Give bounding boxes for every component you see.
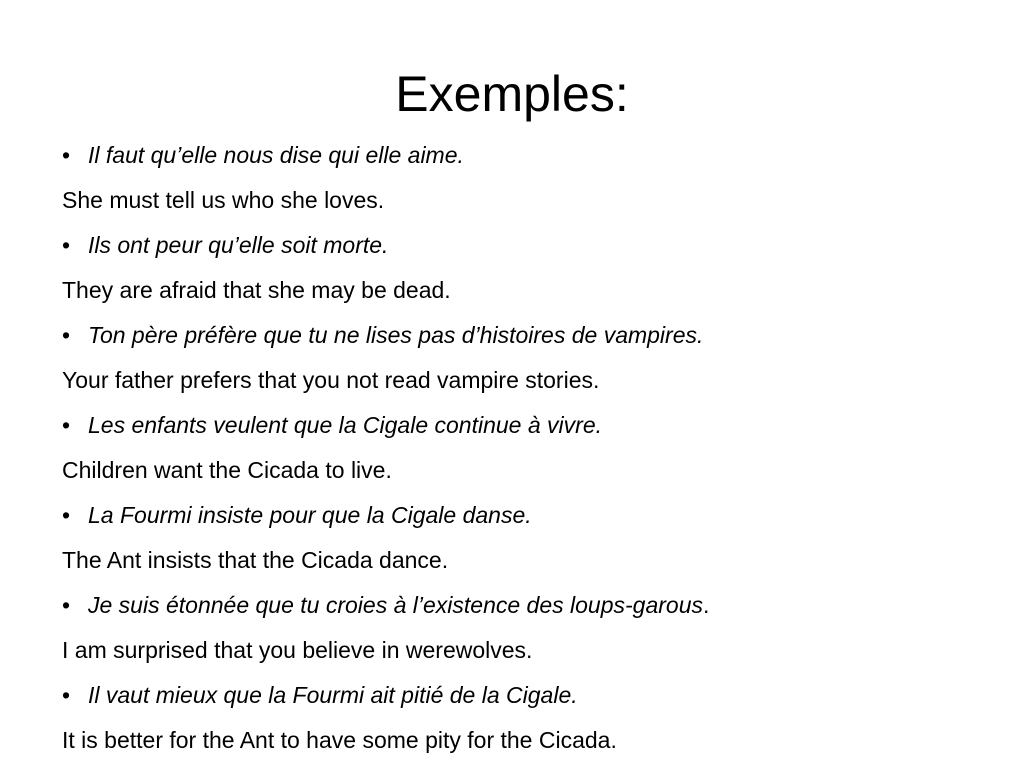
french-sentence: Ils ont peur qu’elle soit morte. bbox=[88, 232, 389, 258]
french-example-7 bbox=[62, 673, 1002, 718]
english-translation-2: They are afraid that she may be dead. bbox=[62, 277, 451, 303]
bullet-icon: • bbox=[62, 502, 71, 528]
bullet-icon: • bbox=[62, 322, 71, 348]
english-translation-3: Your father prefers that you not read vampire stories. bbox=[62, 367, 600, 393]
french-sentence: Les enfants veulent que la Cigale continue à vivre. bbox=[88, 412, 602, 438]
sentence-period: . bbox=[702, 592, 710, 618]
french-example-2 bbox=[62, 223, 1002, 268]
english-translation-5: The Ant insists that the Cicada dance. bbox=[62, 547, 449, 573]
english-translation-1: She must tell us who she loves. bbox=[62, 187, 385, 213]
bullet-icon: • bbox=[62, 412, 71, 438]
bullet-icon: • bbox=[62, 232, 71, 258]
french-sentence: Il vaut mieux que la Fourmi ait pitié de la Cigale. bbox=[88, 682, 578, 708]
bullet-icon: • bbox=[62, 592, 71, 618]
english-translation-6: I am surprised that you believe in werewolves. bbox=[62, 637, 533, 663]
bullet-icon: • bbox=[62, 142, 71, 168]
french-sentence: Il faut qu’elle nous dise qui elle aime. bbox=[88, 142, 464, 168]
french-example-1 bbox=[62, 133, 1002, 178]
french-example-3 bbox=[62, 313, 1002, 358]
slide-title: Exemples: bbox=[395, 66, 629, 122]
french-example-6 bbox=[62, 583, 1002, 628]
examples-list bbox=[62, 133, 1002, 763]
french-example-4 bbox=[62, 403, 1002, 448]
french-sentence: Ton père préfère que tu ne lises pas d’histoires de vampires. bbox=[88, 322, 704, 348]
bullet-icon: • bbox=[62, 682, 71, 708]
french-sentence: Je suis étonnée que tu croies à l’existence des loups-garous bbox=[88, 592, 703, 618]
french-example-5 bbox=[62, 493, 1002, 538]
english-translation-7: It is better for the Ant to have some pity for the Cicada. bbox=[62, 727, 617, 753]
french-sentence: La Fourmi insiste pour que la Cigale danse. bbox=[88, 502, 532, 528]
english-translation-4: Children want the Cicada to live. bbox=[62, 457, 392, 483]
